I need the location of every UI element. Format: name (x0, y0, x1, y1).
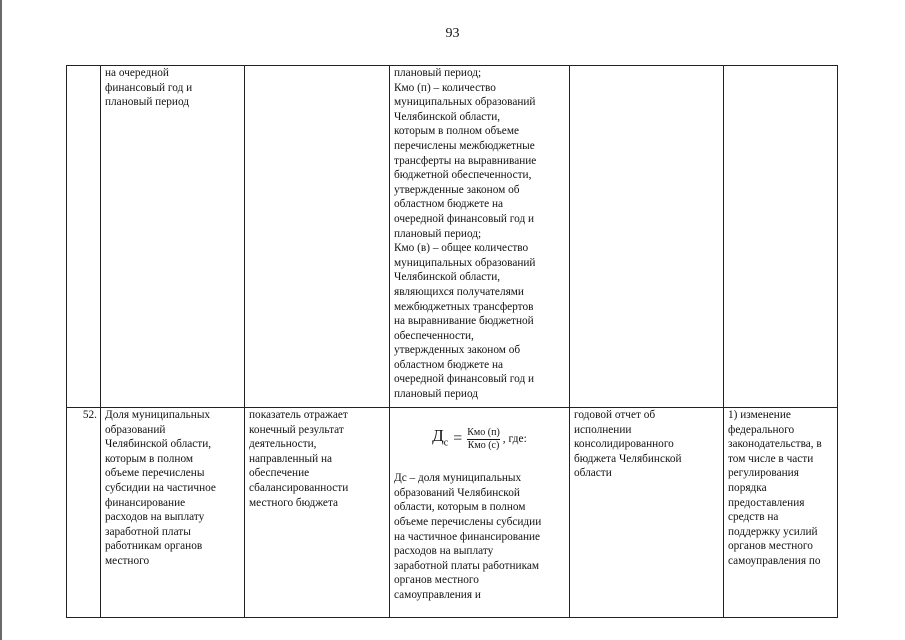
cell-indicator-continued: на очередной финансовый год и плановый период (101, 66, 245, 408)
indicator-formula-cell (390, 408, 570, 618)
cell-factors-empty (724, 66, 838, 408)
formula-numerator: Кмо (п) (467, 427, 500, 439)
influencing-factors: 1) изменение федерального законодательства, в том числе в части регулирования порядка предоставления средств на поддержку усилий органов местного самоуправления по (724, 408, 838, 618)
scan-edge (0, 0, 2, 640)
indicator-name: Доля муниципальных образований Челябинской области, которым в полном объеме перечислены субсидии на частичное финансирование расходов на выплату заработной платы работникам органов местного (101, 408, 245, 618)
table-row-52 (67, 408, 838, 618)
formula-lhs: $Д_с$ (432, 425, 449, 448)
cell-description-empty (245, 66, 390, 408)
equals-sign: = (453, 430, 463, 448)
table-row-continuation (67, 66, 838, 408)
page-number: 93 (445, 26, 460, 41)
cell-number-empty (67, 66, 101, 408)
data-source: годовой отчет об исполнении консолидированного бюджета Челябинской области (570, 408, 724, 618)
formula-description: Дс – доля муниципальных образований Челябинской области, которым в полном объеме перечислены субсидии на частичное финансирование расходов на выплату заработной платы работникам органов местного самоуправления и (394, 472, 542, 601)
cell-formula-continued: плановый период; Кмо (п) – количество муниципальных образований Челябинской области, которым в полном объеме перечислены межбюджетные трансферты на выравнивание бюджетной обеспеченности, утвержденные законом об областном бюджете на очередной финансовый год и плановый период; Кмо (в) – общее количество муниципальных образований Челябинской области, являющихся получателями межбюджетных трансфертов на выравнивание бюджетной обеспеченности, утвержденных законом об областном бюджете на очередной финансовый год и плановый период (390, 66, 570, 408)
formula (394, 423, 565, 457)
indicator-description: показатель отражает конечный результат деятельности, направленный на обеспечение сбалансированности местного бюджета (245, 408, 390, 618)
formula-tail: , где: (502, 433, 527, 446)
cell-source-empty (570, 66, 724, 408)
formula-fraction (467, 427, 500, 452)
indicators-table (66, 65, 838, 618)
formula-denominator: Кмо (с) (467, 440, 500, 452)
row-number: 52. (67, 408, 101, 618)
